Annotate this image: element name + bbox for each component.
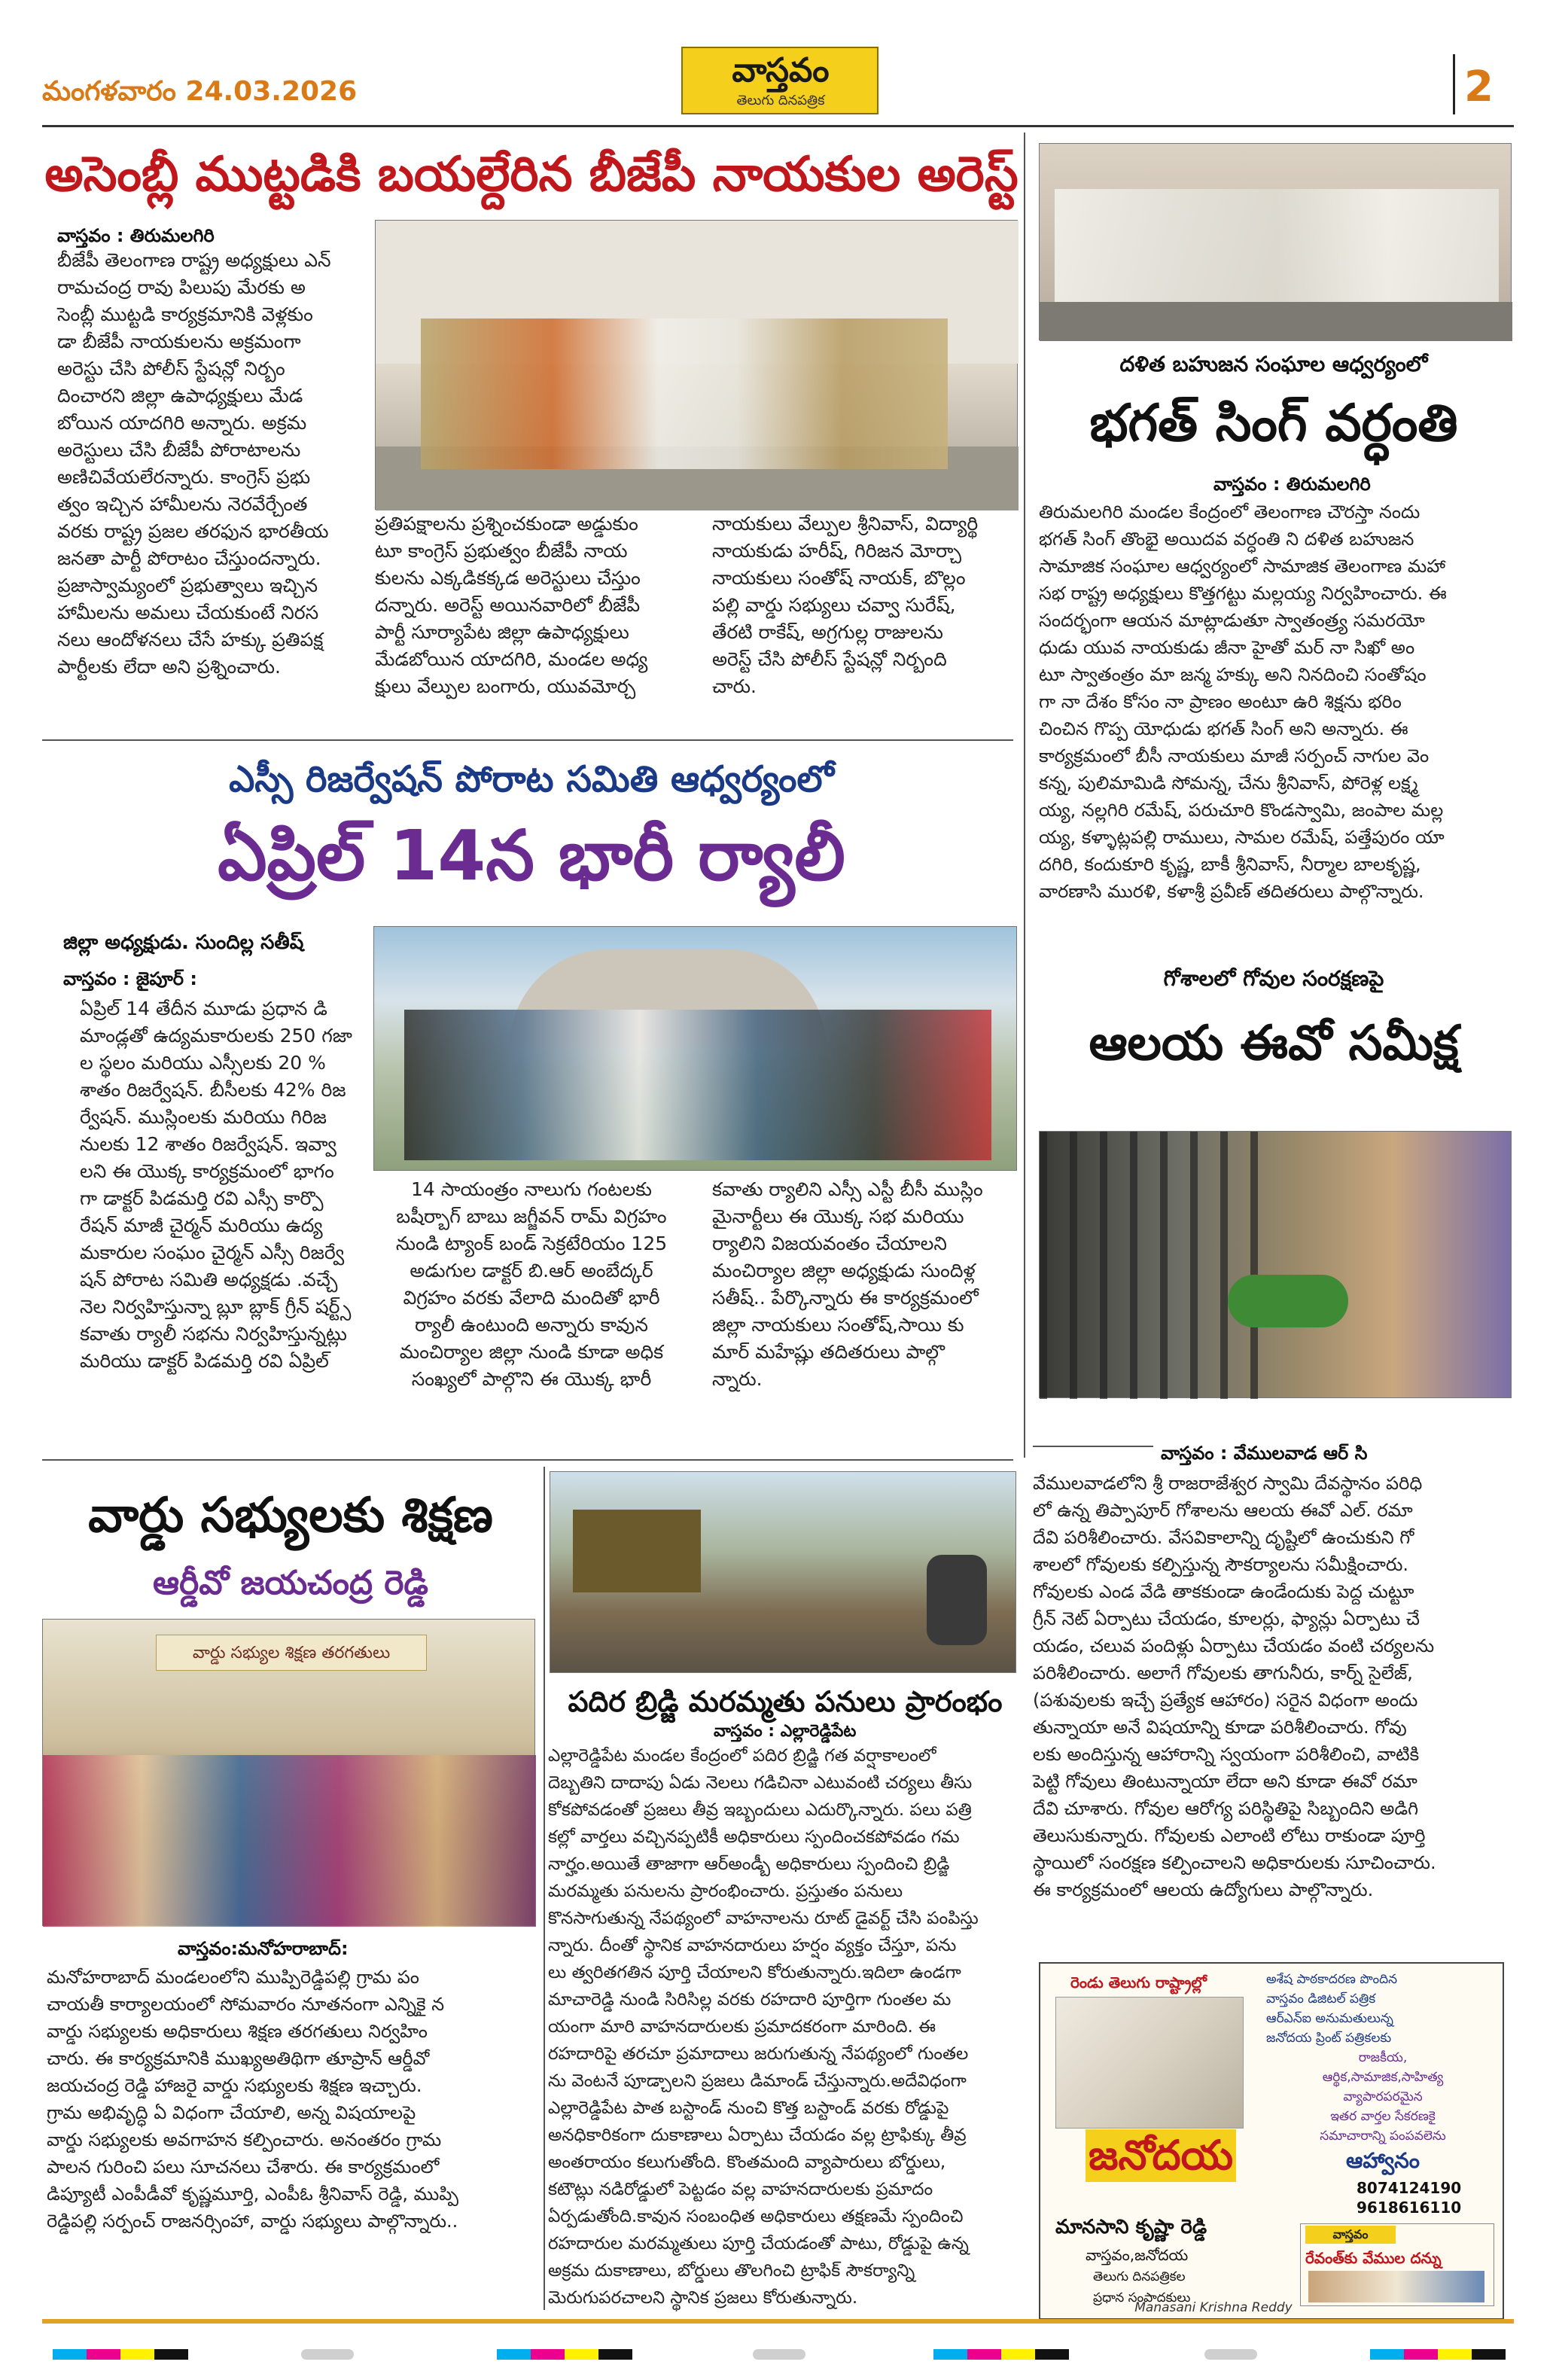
- ad-paper-logo: జనోదయ: [1086, 2129, 1236, 2182]
- column-rule: [544, 1467, 545, 2310]
- article-body: ఎల్లారెడ్డిపేట మండల కేంద్రంలో పదిర బ్రిడ్జి గత వర్షాకాలంలో దెబ్బతిని దాదాపు ఏడు నెలలు గడిచినా ఎటువంటి చర్యలు తీసు కోకపోవడంతో ప్రజలు తీవ్ర ఇబ్బందులు ఎదుర్కొన్నారు. పలు పత్రి కల్లో వార్తలు వచ్చినప్పటికీ అధికారులు స్పందించకపోవడం గమ నార్హం.అయితే తాజాగా ఆర్అండ్బీ అధికారులు స్పందించి బ్రిడ్జి మరమ్మతు పనులను ప్రారంభించారు. ప్రస్తుతం పనులు కొనసాగుతున్న నేపథ్యంలో వాహనాలను రూట్ డైవర్ట్ చేసి పంపిస్తు న్నారు. దీంతో స్థానిక వాహనదారులు హర్షం వ్యక్తం చేస్తూ, పను లు త్వరితగతిన పూర్తి చేయాలని కోరుతున్నారు.ఇదిలా ఉండగా మాచారెడ్డి నుండి సిరిసిల్ల వరకు రహదారి పూర్తిగా గుంతల మ యంగా మారి వాహనదారులకు ప్రమాదకరంగా మారింది. ఈ రహదారిపై తరచూ ప్రమాదాలు జరుగుతున్న నేపథ్యంలో గుంతల ను వెంటనే పూడ్చాలని ప్రజలు డిమాండ్ చేస్తున్నారు.అదేవిధంగా ఎల్లారెడ్డిపేట పాత బస్టాండ్ నుంచి కొత్త బస్టాండ్ వరకు రోడ్డుపై అనధికారికంగా దుకాణాలు ఏర్పాటు చేయడం వల్ల ట్రాఫిక్కు తీవ్ర అంతరాయం కలుగుతోంది. కొంతమంది వ్యాపారులు బోర్డులు, కటౌట్లు నడిరోడ్డులో పెట్టడం వల్ల వాహనదారులకు ప్రమాదం ఏర్పడుతోంది.కావున సంబంధిత అధికారులు తక్షణమే స్పందించి రహదారుల మరమ్మతులు పూర్తి చేయడంతో పాటు, రోడ్డుపై ఉన్న అక్రమ దుకాణాలు, బోర్డులు తొలగించి ట్రాఫిక్ సౌకర్యాన్ని మెరుగుపరచాలని స్థానిక ప్రజలు కోరుతున్నారు.: [548, 1746, 979, 2308]
- photo-bjp-arrest: [375, 220, 1018, 510]
- story-bjp-arrest: [42, 133, 1021, 727]
- footer-bar: [42, 2319, 1514, 2324]
- masthead-title: వాస్తవం: [732, 51, 830, 90]
- article-body: తిరుమలగిరి మండల కేంద్రంలో తెలంగాణ చౌరస్తా నందు భగత్ సింగ్ తొంభై అయిదవ వర్ధంతి ని దళిత బహుజన సామాజిక సంఘాల ఆధ్వర్యంలో సామాజిక తెలంగాణ మహా సభ రాష్ట్ర అధ్యక్షులు కొత్తగట్టు మల్లయ్య నిర్వహించారు. ఈ సందర్భంగా ఆయన మాట్లాడుతూ స్వాతంత్ర్య సమరయో ధుడు యువ నాయకుడు జీనా హైతో మర్ నా సిఖో అం టూ స్వాతంత్రం మా జన్మ హక్కు అని నినదించి సంతోషం గా నా దేశం కోసం నా ప్రాణం అంటూ ఉరి శిక్షను భరిం చించిన గొప్ప యోధుడు భగత్ సింగ్ అని అన్నారు. ఈ కార్యక్రమంలో బీసీ నాయకులు మాజీ సర్పంచ్ నాగుల వెం కన్న, పులిమామిడి సోమన్న, చేను శ్రీనివాస్, పోరెళ్ల లక్ష్మ య్య, నల్లగిరి రమేష్, పరుచూరి కొండస్వామి, జంపాల మల్ల య్య, కళ్ళాట్లపల్లి రాములు, సామల రమేష్, పత్తేపురం యా దగిరి, కందుకూరి కృష్ణ, బాకీ శ్రీనివాస్, నీర్మాల బాలకృష్ణ, వారణాసి మురళి, కళాశ్రీ ప్రవీణ్ తదితరులు పాల్గొన్నారు.: [1039, 501, 1447, 902]
- article-column: 14 సాయంత్రం నాలుగు గంటలకు బషీర్బాగ్ బాబు జగ్జీవన్ రామ్ విగ్రహం నుండి ట్యాంక్ బండ్ సెక్రటేరియం 125 అడుగుల డాక్టర్ బి.ఆర్ అంబేద్కర్ విగ్రహం వరకు వేలాది మందితో భారీ ర్యాలీ ఉంటుంది అన్నారు కావున మంచిర్యాల జిల్లా నుండి కూడా అధిక సంఖ్యలో పాల్గొని ఈ యొక్క భారీ: [395, 1178, 668, 1390]
- ad-editor-desc: తెలుగు దినపత్రికల ప్రధాన సంపాదకులు: [1093, 2269, 1191, 2305]
- byline: వాస్తవం : ఎల్లారెడ్డిపేట: [714, 1722, 857, 1741]
- ad-invite: ఆహ్వానం: [1346, 2148, 1420, 2173]
- photo-motorbike: [927, 1555, 987, 1645]
- story-april-rally: [42, 747, 1021, 1462]
- photo-feed-bowl: [1228, 1275, 1348, 1327]
- edition-date: మంగళవారం 24.03.2026: [42, 76, 358, 107]
- photo-cow-shelter: [1039, 1131, 1512, 1398]
- page-header: [0, 0, 1556, 113]
- ad-description: అశేష పాఠకాదరణ పొందిన వాస్తవం డిజిటల్ పత్రిక ఆర్ఎన్ఐ అనుమతులున్న జనోదయ ప్రింట్ పత్రికలకు: [1266, 1972, 1398, 2046]
- subhead: ఆర్డీవో జయచంద్ర రెడ్డి: [153, 1564, 428, 1602]
- byline: వాస్తవం : తిరుమలగిరి: [1213, 474, 1371, 495]
- ad-phone: 8074124190: [1357, 2179, 1462, 2197]
- story-bridge-repair: [548, 1467, 1022, 2310]
- headline: ఆలయ ఈవో సమీక్ష: [1089, 1016, 1459, 1071]
- column-rule: [1024, 133, 1025, 1458]
- byline: వాస్తవం : వేములవాడ ఆర్ సి: [1161, 1443, 1368, 1464]
- article-column: ప్రతిపక్షాలను ప్రశ్నించకుండా అడ్డుకుం టూ కాంగ్రెస్ ప్రభుత్వం బీజేపీ నాయ కులను ఎక్కడికక్కడ అరెస్టులు చేస్తుం దన్నారు. అరెస్ట్ అయినవారిలో బీజేపీ పార్టీ సూర్యాపేట జిల్లా ఉపాధ్యక్షులు మేడబోయిన యాదగిరి, మండల అధ్య క్షులు వేల్పుల బంగారు, యువమోర్చ: [375, 513, 648, 697]
- registration-marks: [753, 2349, 805, 2360]
- article-column: బీజేపీ తెలంగాణ రాష్ట్ర అధ్యక్షులు ఎన్ రామచంద్ర రావు పిలుపు మేరకు అ సెంబ్లీ ముట్టడి కార్యక్రమానికి వెళ్లకుం డా బీజేపీ నాయకులను అక్రమంగా అరెస్టు చేసి పోలీస్ స్టేషన్లో నిర్బం దించారని జిల్లా ఉపాధ్యక్షులు మేడ బోయిన యాదగిరి అన్నారు. అక్రమ అరెస్టులు చేసి బీజేపీ పోరాటాలను అణిచివేయలేరన్నారు. కాంగ్రెస్ ప్రభు త్వం ఇచ్చిన హామీలను నెరవేర్చేంత వరకు రాష్ట్ర ప్రజల తరఫున భారతీయ జనతా పార్టీ పోరాటం చేస్తుందన్నారు. ప్రజాస్వామ్యంలో ప్రభుత్వాలు ఇచ్చిన హామీలను అమలు చేయకుంటే నిరస నలు ఆందోళనలు చేసే హక్కు ప్రతిపక్ష పార్టీలకు లేదా అని ప్రశ్నించారు.: [57, 249, 331, 678]
- registration-marks: [1204, 2349, 1257, 2360]
- kicker: దళిత బహుజన సంఘాల ఆధ్వర్యంలో: [1119, 352, 1428, 376]
- registration-marks: [53, 2349, 188, 2360]
- article-column: కవాతు ర్యాలిని ఎస్సీ ఎస్టీ బీసీ ముస్లిం మైనార్టీలు ఈ యొక్క సభ మరియు ర్యాలిని విజయవంతం చేయాలని మంచిర్యాల జిల్లా అధ్యక్షుడు సుందిళ్ల సతీష్.. పేర్కొన్నారు ఈ కార్యక్రమంలో జిల్లా నాయకులు సంతోష్,సాయి కు మార్ మహేష్లు తదితరులు పాల్గొ న్నారు.: [712, 1178, 983, 1390]
- headline: అసెంబ్లీ ముట్టడికి బయల్దేరిన బీజేపీ నాయకుల అరెస్ట్: [44, 147, 1019, 203]
- story-ward-training: [42, 1467, 539, 2310]
- section-rule: [42, 739, 1013, 741]
- photo-truck: [573, 1510, 701, 1592]
- headline: భగత్ సింగ్ వర్ధంతి: [1089, 394, 1458, 453]
- headline: ఏప్రిల్ 14న భారీ ర్యాలీ: [218, 815, 845, 896]
- ad-clipping-photo: [1308, 2271, 1484, 2302]
- subhead: జిల్లా అధ్యక్షుడు. సుందిల్ల సతీష్: [63, 931, 304, 954]
- ad-category-list: రాజకీయ, ఆర్థిక,సామాజిక,సాహిత్య వ్యాపారపరమైన ఇతర వార్తల సేకరణకై సమాచారాన్ని పంపవలెను: [1320, 2050, 1446, 2144]
- ad-small-masthead: వాస్తవం: [1305, 2226, 1396, 2244]
- kicker: ఎస్సీ రిజర్వేషన్ పోరాట సమితి ఆధ్వర్యంలో: [229, 758, 834, 800]
- headline: పదిర బ్రిడ్జి మరమ్మతు పనులు ప్రారంభం: [568, 1685, 1003, 1718]
- article-body: వేములవాడలోని శ్రీ రాజరాజేశ్వర స్వామి దేవస్థానం పరిధి లో ఉన్న తిప్పాపూర్ గోశాలను ఆలయ ఈవో ఎల్. రమా దేవి పరిశీలించారు. వేసవికాలాన్ని దృష్టిలో ఉంచుకుని గో శాలలో గోవులకు కల్పిస్తున్న సౌకర్యాలను సమీక్షించారు. గోవులకు ఎండ వేడి తాకకుండా ఉండేందుకు పెద్ద చుట్టూ గ్రీన్ నెట్ ఏర్పాటు చేయడం, కూలర్లు, ఫ్యాన్లు ఏర్పాటు చే యడం, చలువ పందిళ్లు ఏర్పాటు చేయడం వంటి చర్యలను పరిశీలించారు. అలాగే గోవులకు తాగునీరు, కార్న్ సైలేజ్, (పశువులకు ఇచ్చే ప్రత్యేక ఆహారం) సరైన విధంగా అందు తున్నాయా అనే విషయాన్ని కూడా పరిశీలించారు. గోవు లకు అందిస్తున్న ఆహారాన్ని స్వయంగా పరిశీలించి, వాటికి పెట్టి గోవులు తింటున్నాయా లేదా అని కూడా ఈవో రమా దేవి చూశారు. గోవుల ఆరోగ్య పరిస్థితిపై సిబ్బందిని అడిగి తెలుసుకున్నారు. గోవులకు ఎలాంటి లోటు రాకుండా పూర్తి స్థాయిలో సంరక్షణ కల్పించాలని అధికారులకు సూచించారు. ఈ కార్యక్రమంలో ఆలయ ఉద్యోగులు పాల్గొన్నారు.: [1033, 1473, 1436, 1900]
- photo-road: [1040, 302, 1512, 341]
- page-number: 2: [1464, 62, 1494, 111]
- photo-audience: [43, 1755, 536, 1927]
- photo-people-group: [404, 1010, 991, 1160]
- article-column: ఏప్రిల్ 14 తేదీన మూడు ప్రధాన డి మాండ్లతో ఉద్యమకారులకు 250 గజా ల స్థలం మరియు ఎస్సీలకు 20 % శాతం రిజర్వేషన్. బీసీలకు 42% రిజ ర్వేషన్. ముస్లింలకు మరియు గిరిజ నులకు 12 శాతం రిజర్వేషన్. ఇవ్వా లని ఈ యొక్క కార్యక్రమంలో భాగం గా డాక్టర్ పిడమర్తి రవి ఎస్సీ కార్పొ రేషన్ మాజీ చైర్మన్ మరియు ఉద్య మకారుల సంఘం చైర్మన్ ఎస్సీ రిజర్వే షన్ పోరాట సమితి అధ్యక్షడు .వచ్చే నెల నిర్వహిస్తున్నా బ్లూ బ్లాక్ గ్రీన్ షర్ట్స్ కవాతు ర్యాలీ సభను నిర్వహిస్తున్నట్లు మరియు డాక్టర్ పిడమర్తి రవి ఏప్రిల్: [80, 998, 352, 1372]
- photo-rally-group: [373, 926, 1017, 1171]
- article-body: మనోహరాబాద్ మండలంలోని ముప్పిరెడ్డిపల్లి గ్రామ పం చాయతీ కార్యాలయంలో సోమవారం నూతనంగా ఎన్నికై న వార్డు సభ్యులకు అధికారులు శిక్షణ తరగతులు నిర్వహిం చారు. ఈ కార్యక్రమానికి ముఖ్యఅతిథిగా తూప్రాన్ ఆర్డీవో జయచంద్ర రెడ్డి హాజరై వార్డు సభ్యులకు శిక్షణ ఇచ్చారు. గ్రామ అభివృద్ధి ఏ విధంగా చేయాలి, అన్న విషయాలపై వార్డు సభ్యులకు అవగాహన కల్పించారు. అనంతరం గ్రామ పాలన గురించి పలు సూచనలు చేశారు. ఈ కార్యక్రమంలో డిప్యూటీ ఎంపీడీవో కృష్ణమూర్తి, ఎంపీఓ శ్రీనివాస్ రెడ్డి, ముప్పి రెడ్డిపల్లి సర్పంచ్ రాజనర్సింహా, వార్డు సభ్యులు పాల్గొన్నారు..: [47, 1967, 459, 2232]
- photo-bridge-repair: [550, 1471, 1016, 1673]
- advertisement: [1039, 1962, 1504, 2320]
- masthead-logo: [681, 47, 878, 114]
- registration-marks: [301, 2349, 354, 2360]
- photo-people-group: [421, 318, 948, 469]
- section-rule: [42, 1459, 1013, 1461]
- story-cow-shelter: [1033, 964, 1515, 1943]
- story-bhagat-singh: [1033, 143, 1515, 964]
- ad-clipping: [1300, 2223, 1494, 2306]
- headline: వార్డు సభ్యులకు శిక్షణ: [88, 1488, 493, 1543]
- registration-marks: [1370, 2349, 1506, 2360]
- photo-gate-bars: [1040, 1132, 1265, 1399]
- registration-marks: [933, 2349, 1069, 2360]
- ad-footer-name: Manasani Krishna Reddy: [1134, 2300, 1293, 2315]
- ad-editor-role: వాస్తవం,జనోదయ: [1086, 2246, 1189, 2264]
- ad-phone: 9618616110: [1357, 2199, 1462, 2217]
- article-column: నాయకులు వేల్పుల శ్రీనివాస్, విద్యార్థి నాయకుడు హరీష్, గిరిజన మోర్చా నాయకులు సంతోష్ నాయక్, బొల్లం పల్లి వార్డు సభ్యులు చవ్వా సురేష్, తేరటి రాకేష్, అగ్రగుల్ల రాజులను అరెస్ట్ చేసి పోలీస్ స్టేషన్లో నిర్బంది చారు.: [712, 513, 979, 697]
- kicker: గోశాలలో గోవుల సంరక్షణపై: [1163, 966, 1384, 991]
- masthead-subtitle: తెలుగు దినపత్రిక: [736, 93, 825, 108]
- ad-editor-name: మానసాని కృష్ణా రెడ్డి: [1055, 2216, 1207, 2238]
- ad-clipping-headline: రేవంత్‌కు వేముల దన్ను: [1305, 2249, 1442, 2267]
- byline: వాస్తవం:మనోహరాబాద్:: [178, 1938, 349, 1959]
- byline: వాస్తవం : జైపూర్ :: [63, 968, 197, 989]
- byline: వాస్తవం : తిరుమలగిరి: [57, 225, 215, 246]
- photo-people-group: [1055, 189, 1499, 302]
- header-divider: [1453, 54, 1455, 114]
- registration-marks: [497, 2349, 632, 2360]
- ad-tagline: రెండు తెలుగు రాష్ట్రాల్లో: [1070, 1973, 1207, 1991]
- photo-bhagat-singh: [1039, 143, 1512, 340]
- header-rule: [42, 125, 1514, 127]
- ad-newspaper-image: [1055, 1997, 1244, 2129]
- banner-text: వార్డు సభ్యుల శిక్షణ తరగతులు: [156, 1635, 427, 1671]
- photo-training-hall: [42, 1619, 535, 1926]
- section-rule: [1033, 1446, 1153, 1447]
- page-footer: [0, 2319, 1556, 2380]
